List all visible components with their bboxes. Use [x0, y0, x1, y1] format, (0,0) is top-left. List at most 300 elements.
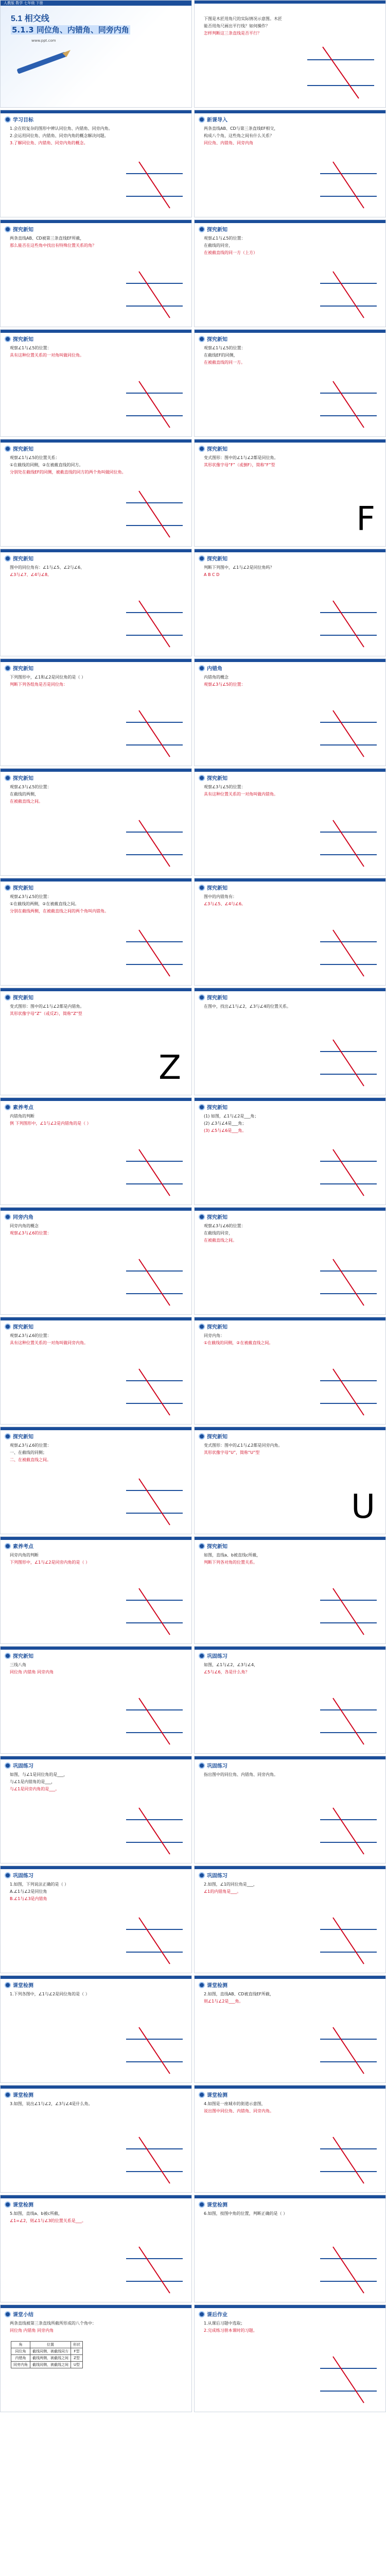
slide-line: 判断下列各组角是否是同位角：	[10, 682, 67, 687]
section-tag	[5, 1432, 33, 1440]
section-dot-icon	[5, 1762, 11, 1769]
slide-bar	[1, 1317, 191, 1320]
slide-line: 2.如图，直线AB、CD被直线EF所截，	[204, 1992, 274, 1996]
section-label: 巩固练习	[207, 1873, 227, 1879]
section-tag	[5, 664, 33, 672]
section-label: 课堂小结	[13, 2312, 33, 2318]
content-slide	[194, 1097, 386, 1205]
transversal-figure	[124, 1366, 185, 1418]
section-dot-icon	[199, 446, 205, 452]
slide-line: ∠1的内错角是___。	[204, 1889, 241, 1894]
transversal-figure	[318, 1586, 379, 1637]
content-slide	[0, 1097, 192, 1205]
slide-line: ①在截线的同侧，②在被截直线之间。	[204, 1341, 273, 1345]
section-tag	[199, 335, 227, 343]
slide-line: 内错角的概念	[204, 675, 229, 680]
content-slide	[194, 1756, 386, 1863]
slide-body	[204, 2101, 380, 2115]
section-tag	[5, 1652, 33, 1659]
slide-line: 判断下列各对角的位置关系。	[204, 1560, 257, 1565]
section-dot-icon	[199, 1762, 205, 1769]
transversal-figure	[124, 1586, 185, 1637]
question-line: 能否用角尺画出平行线？如何操作？	[204, 24, 270, 28]
slide-line: 在图中，找出∠1与∠2，∠3与∠4的位置关系。	[204, 1004, 291, 1009]
content-slide	[194, 2085, 386, 2193]
slide-line: 变式图形：图中的∠1与∠2都是同旁内角。	[204, 1443, 283, 1448]
transversal-figure	[318, 2025, 379, 2076]
content-slide	[194, 549, 386, 656]
section-tag	[199, 774, 227, 782]
slide-line: 观察∠1与∠5的位置：	[10, 346, 51, 350]
slide-line: 在被截直线的同一方。	[204, 360, 245, 365]
section-tag	[199, 2310, 227, 2318]
section-label: 素养考点	[13, 1105, 33, 1111]
transversal-figure	[318, 159, 379, 211]
content-slide	[0, 768, 192, 876]
slide-line: 在截线的同旁，	[204, 243, 233, 248]
section-tag	[5, 335, 33, 343]
slide-body	[10, 894, 186, 916]
slide-line: 在被截直线的同一方（上方）	[204, 250, 257, 255]
slide-bar	[1, 439, 191, 443]
section-dot-icon	[199, 1543, 205, 1549]
slide-body	[10, 1223, 186, 1238]
section-tag	[5, 2200, 33, 2208]
section-label: 探究新知	[13, 776, 33, 782]
transversal-figure	[318, 1257, 379, 1308]
slide-line: A B C D	[204, 572, 220, 577]
slide-line: 1.从课后习题中选取；	[204, 2321, 245, 2326]
section-label: 课后作业	[207, 2312, 227, 2318]
section-dot-icon	[5, 2092, 11, 2098]
section-label: 探究新知	[13, 1325, 33, 1330]
section-label: 课堂检测	[13, 1983, 33, 1989]
slide-bar	[195, 1098, 385, 1101]
slide-body	[10, 674, 186, 689]
section-dot-icon	[5, 1982, 11, 1988]
slide-line: 同位角、内错角、同旁内角	[204, 141, 253, 145]
section-dot-icon	[5, 116, 11, 123]
slide-bar	[1, 769, 191, 772]
content-slide	[0, 329, 192, 437]
table-cell: 截线同侧，被截线之间	[30, 2362, 71, 2368]
slide-bar	[195, 1427, 385, 1430]
shape-letter: U	[351, 1488, 375, 1526]
slide-line: A.∠1与∠2是同位角	[10, 1889, 47, 1894]
slide-body	[10, 235, 186, 250]
section-dot-icon	[199, 116, 205, 123]
transversal-figure	[124, 488, 185, 540]
slide-line: 6.如图，按图中角的位置，判断正确的是（ ）	[204, 2211, 288, 2216]
slide-body	[204, 345, 380, 367]
slide-bar	[195, 2305, 385, 2308]
transversal-figure	[124, 1696, 185, 1747]
slide-bar	[1, 2086, 191, 2089]
section-tag	[199, 1323, 227, 1330]
section-dot-icon	[199, 1982, 205, 1988]
section-tag	[199, 1103, 227, 1111]
slide-bar	[195, 988, 385, 991]
slide-line: 在截线的两侧，	[10, 792, 39, 796]
slide-bar	[195, 1, 385, 4]
section-dot-icon	[199, 775, 205, 781]
slide-bar	[195, 549, 385, 552]
slide-line: 如图，∠1与∠2，∠3与∠4，	[204, 1663, 258, 1667]
slide-line: 观察∠1与∠5的位置：	[204, 346, 245, 350]
content-slide	[194, 658, 386, 766]
section-dot-icon	[199, 226, 205, 232]
slide-line: 观察∠3与∠5的位置：	[10, 894, 51, 899]
slide-line: 同位角 内错角 同旁内角	[10, 1670, 54, 1674]
slide-line: 变式图形：图中的∠1与∠2都是内错角。	[10, 1004, 84, 1009]
section-dot-icon	[199, 1324, 205, 1330]
slide-line: 观察∠3与∠5的位置：	[10, 785, 51, 789]
slide-bar	[1, 1647, 191, 1650]
slide-body	[10, 345, 186, 360]
slide-body	[204, 235, 380, 257]
slide-grid	[0, 0, 386, 108]
slide-line: 具有这种位置关系的一对角叫做同位角。	[10, 353, 84, 358]
content-slide	[194, 1646, 386, 1754]
cover-top-bar: 人教版 数学 七年级 下册	[1, 1, 191, 6]
slide-body	[204, 455, 380, 469]
section-label: 探究新知	[207, 1325, 227, 1330]
section-tag	[199, 1213, 227, 1221]
section-tag	[199, 445, 227, 452]
slide-bar	[1, 1098, 191, 1101]
section-label: 探究新知	[13, 447, 33, 452]
section-dot-icon	[5, 1872, 11, 1878]
slide-line: 3.如图，说出∠1与∠2，∠3与∠4是什么角。	[10, 2102, 93, 2106]
slide-bar	[195, 330, 385, 333]
slide-line: 一、在截线的同侧；	[10, 1450, 47, 1455]
slide-body	[10, 2101, 186, 2108]
content-slide	[194, 988, 386, 1095]
section-label: 探究新知	[13, 337, 33, 343]
section-tag	[5, 445, 33, 452]
section-label: 内错角	[207, 666, 222, 672]
content-slide	[194, 439, 386, 547]
section-label: 探究新知	[13, 227, 33, 233]
slide-line: 两条直线被第三条直线所截所形成的八个角中：	[10, 2321, 96, 2326]
content-slide	[0, 988, 192, 1095]
slide-bar	[195, 1866, 385, 1869]
slide-line: (1) 如图，∠1与∠2是___角；	[204, 1114, 259, 1118]
section-label: 探究新知	[207, 337, 227, 343]
slide-line: 判断下列图中，∠1与∠2是同位角吗？	[204, 565, 274, 570]
section-dot-icon	[5, 665, 11, 671]
slide-body	[204, 2320, 380, 2335]
section-label: 探究新知	[207, 776, 227, 782]
transversal-figure	[124, 379, 185, 430]
section-label: 探究新知	[13, 666, 33, 672]
content-slide	[0, 1427, 192, 1534]
slide-bar	[195, 110, 385, 113]
cover-subtitle-text: 5.1.3 同位角、内错角、同旁内角	[12, 25, 129, 35]
section-tag	[199, 2091, 227, 2098]
section-dot-icon	[199, 1214, 205, 1220]
slide-body	[204, 894, 380, 908]
slide-body	[204, 674, 380, 689]
slide-line: ①在截线的两侧，②在被截直线之间。	[10, 902, 79, 906]
slide-body	[10, 1662, 186, 1676]
slide-body	[10, 1004, 186, 1018]
section-dot-icon	[5, 1543, 11, 1549]
slide-body	[10, 2211, 186, 2225]
slide-line: 其形状像字母“U”，简称“U”型	[204, 1450, 260, 1455]
section-dot-icon	[199, 2311, 205, 2317]
section-dot-icon	[199, 1872, 205, 1878]
slide-bar	[195, 1756, 385, 1759]
slide-body	[204, 126, 380, 147]
transversal-figure	[318, 379, 379, 430]
slide-line: ∠3与∠5、∠4与∠6。	[204, 902, 246, 906]
slide-line: (3) ∠5与∠6是___角。	[204, 1128, 247, 1133]
slide-bar	[195, 1647, 385, 1650]
section-label: 探究新知	[207, 1544, 227, 1550]
slide-line: 构成八个角，这些角之间有什么关系？	[204, 133, 274, 138]
content-slide	[194, 329, 386, 437]
content-slides	[0, 110, 386, 2412]
slide-line: 与∠1是同旁内角的是___。	[10, 1787, 60, 1791]
slide-body	[204, 1991, 380, 2006]
slide-bar	[195, 1317, 385, 1320]
transversal-figure	[318, 1805, 379, 1857]
section-tag	[199, 1871, 227, 1879]
section-label: 探究新知	[207, 227, 227, 233]
section-dot-icon	[5, 226, 11, 232]
section-tag	[5, 1981, 33, 1989]
slide-body	[10, 1772, 186, 1793]
cover-url[interactable]: www.ppt.com	[31, 39, 56, 43]
section-tag	[5, 774, 33, 782]
section-tag	[5, 1323, 33, 1330]
section-dot-icon	[199, 665, 205, 671]
slide-body	[10, 1333, 186, 1347]
transversal-figure	[124, 1476, 185, 1528]
table-cell: 截线同侧，被截线同方	[30, 2348, 71, 2355]
content-slide	[194, 1866, 386, 1973]
slide-line: 观察∠3与∠5的位置：	[204, 785, 245, 789]
slide-body	[10, 784, 186, 806]
slide-body	[204, 1662, 380, 1676]
slide-body	[204, 1443, 380, 1457]
transversal-figure	[318, 1037, 379, 1089]
section-label: 探究新知	[13, 886, 33, 891]
table-row	[11, 2362, 83, 2368]
slide-line: ∠1=∠2，则∠1与∠3的位置关系是___。	[10, 2218, 86, 2223]
section-label: 学习目标	[13, 117, 33, 123]
section-label: 探究新知	[13, 1654, 33, 1659]
section-label: 探究新知	[207, 886, 227, 891]
section-dot-icon	[199, 1104, 205, 1110]
slide-line: 二、在被截直线之间。	[10, 1458, 51, 1462]
section-dot-icon	[5, 1214, 11, 1220]
slide-line: 观察∠3与∠6的位置：	[10, 1443, 51, 1448]
slide-body	[10, 1113, 186, 1128]
section-dot-icon	[199, 555, 205, 562]
transversal-figure	[318, 269, 379, 320]
slide-line: 三线八角	[10, 1663, 26, 1667]
transversal-figure	[318, 927, 379, 979]
slide-body	[204, 784, 380, 799]
content-slide	[194, 1427, 386, 1534]
slide-line: 下列图形中，∠1和∠2是同位角的是（ ）	[10, 675, 86, 680]
section-dot-icon	[5, 1653, 11, 1659]
section-tag	[199, 225, 227, 233]
slide-bar	[195, 769, 385, 772]
slide-line: 则∠1与∠2是___角。	[204, 1999, 243, 2004]
content-slide	[0, 549, 192, 656]
section-dot-icon	[199, 336, 205, 342]
section-tag	[199, 2200, 227, 2208]
section-dot-icon	[5, 555, 11, 562]
slide-line: 说出图中同位角、内错角、同旁内角。	[204, 2109, 274, 2113]
transversal-figure	[318, 818, 379, 869]
slide-bar	[195, 439, 385, 443]
slide-line: 4.如图是一座城市的街道示意图，	[204, 2102, 266, 2106]
section-dot-icon	[5, 2311, 11, 2317]
section-label: 巩固练习	[13, 1764, 33, 1769]
table-cell: 同旁内角	[11, 2362, 30, 2368]
slide-body	[204, 1223, 380, 1245]
slide-line: 1.如图，下列说法正确的是（ ）	[10, 1882, 69, 1887]
section-dot-icon	[5, 994, 11, 1001]
slide-line: 内错角的判断	[10, 1114, 34, 1118]
content-slide	[0, 219, 192, 327]
slide-body	[10, 1882, 186, 1903]
slide-line: 5.如图，直线a、b被c所截，	[10, 2211, 63, 2216]
slide-line: 与∠1是内错角的是___，	[10, 1780, 56, 1784]
slide-bar	[195, 220, 385, 223]
slide-body	[204, 1772, 380, 1779]
slide-body	[204, 2211, 380, 2218]
section-dot-icon	[199, 2201, 205, 2208]
slide-body	[204, 1333, 380, 1347]
summary-table	[11, 2341, 83, 2368]
content-slide	[0, 1866, 192, 1973]
section-dot-icon	[5, 2201, 11, 2208]
section-dot-icon	[199, 2092, 205, 2098]
section-label: 课堂检测	[207, 2202, 227, 2208]
slide-bar	[195, 659, 385, 662]
slide-line: (2) ∠3与∠4是___角；	[204, 1121, 247, 1126]
content-slide	[0, 2304, 192, 2412]
content-slide	[0, 878, 192, 986]
slide-line: 如图，与∠1是同位角的是___，	[10, 1772, 68, 1777]
section-dot-icon	[5, 1433, 11, 1439]
transversal-figure	[124, 1257, 185, 1308]
slide-bar	[1, 2305, 191, 2308]
content-slide	[0, 110, 192, 217]
section-tag	[5, 993, 33, 1001]
content-slide	[0, 2085, 192, 2193]
slide-line: 同旁内角：	[204, 1333, 224, 1338]
section-dot-icon	[199, 994, 205, 1001]
slide-bar	[1, 1866, 191, 1869]
slide-line: 在被截直线之间。	[10, 799, 43, 804]
table-cell: 截线两侧，被截线之间	[30, 2355, 71, 2362]
section-label: 巩固练习	[207, 1764, 227, 1769]
slide-bar	[195, 1208, 385, 1211]
section-dot-icon	[5, 1104, 11, 1110]
section-dot-icon	[5, 885, 11, 891]
slide-bar	[1, 220, 191, 223]
content-slide	[194, 1975, 386, 2083]
section-dot-icon	[5, 1324, 11, 1330]
section-dot-icon	[5, 446, 11, 452]
question-body	[204, 16, 380, 38]
slide-line: 观察∠3与∠6的位置：	[10, 1333, 51, 1338]
slide-line: 观察∠3与∠5的位置：	[204, 682, 245, 687]
slide-line: 具有这种位置关系的一对角叫做内错角。	[204, 792, 278, 796]
slide-bar	[1, 878, 191, 882]
transversal-figure	[318, 1696, 379, 1747]
table-cell: F型	[71, 2348, 83, 2355]
transversal-figure	[318, 1915, 379, 1967]
section-tag	[199, 884, 227, 891]
content-slide	[0, 1317, 192, 1425]
table-cell: Z型	[71, 2355, 83, 2362]
slide-bar	[195, 1537, 385, 1540]
slide-bar	[1, 2195, 191, 2198]
section-tag	[5, 1761, 33, 1769]
section-label: 巩固练习	[13, 1873, 33, 1879]
slide-body	[10, 126, 186, 147]
slide-body	[10, 565, 186, 579]
shape-letter: F	[356, 500, 375, 538]
content-slide	[0, 439, 192, 547]
section-label: 巩固练习	[207, 1654, 227, 1659]
content-slide	[194, 878, 386, 986]
content-slide	[194, 2304, 386, 2412]
section-tag	[199, 1652, 227, 1659]
section-label: 课堂检测	[13, 2093, 33, 2098]
slide-line: 在截线的同旁，	[204, 1231, 233, 1235]
cover-title: 5.1 相交线	[11, 14, 49, 23]
section-label: 素养考点	[13, 1544, 33, 1550]
transversal-figure	[124, 1147, 185, 1198]
section-tag	[199, 1542, 227, 1550]
section-label: 探究新知	[207, 995, 227, 1001]
slide-bar	[195, 2195, 385, 2198]
transversal-figure	[124, 927, 185, 979]
slide-line: 变式图形：图中的∠1与∠2都是同位角。	[204, 455, 278, 460]
slide-line: 观察∠3与∠6的位置：	[204, 1224, 245, 1228]
slide-line: 图中的同位角有：∠1与∠5、∠2与∠6、	[10, 565, 85, 570]
slide-bar	[195, 878, 385, 882]
transversal-figure	[124, 2025, 185, 2076]
slide-line: 1.会在较复杂的图形中辨认同位角、内错角、同旁内角。	[10, 126, 113, 131]
transversal-figure	[318, 1147, 379, 1198]
slide-bar	[1, 1537, 191, 1540]
slide-line: 观察∠3与∠6的位置：	[10, 1231, 51, 1235]
slide-body	[10, 1552, 186, 1567]
slide-line: 同旁内角的判断	[10, 1553, 39, 1557]
section-tag	[5, 225, 33, 233]
lines-figure	[302, 44, 379, 101]
cover-slide	[0, 0, 192, 108]
slide-body	[10, 1443, 186, 1464]
section-label: 课堂检测	[13, 2202, 33, 2208]
slide-line: 两条直线AB、CD被第三条直线EF所截，	[10, 236, 84, 241]
slide-line: 如图，直线a、b被直线c所截，	[204, 1553, 261, 1557]
content-slide	[194, 1207, 386, 1315]
table-cell: 同位角	[11, 2348, 30, 2355]
slide-line: 下列图形中，∠1与∠2是同旁内角的是（ ）	[10, 1560, 90, 1565]
transversal-figure	[124, 2244, 185, 2296]
slide-line: 那么能否在这些角中找出有特殊位置关系的角？	[10, 243, 96, 248]
